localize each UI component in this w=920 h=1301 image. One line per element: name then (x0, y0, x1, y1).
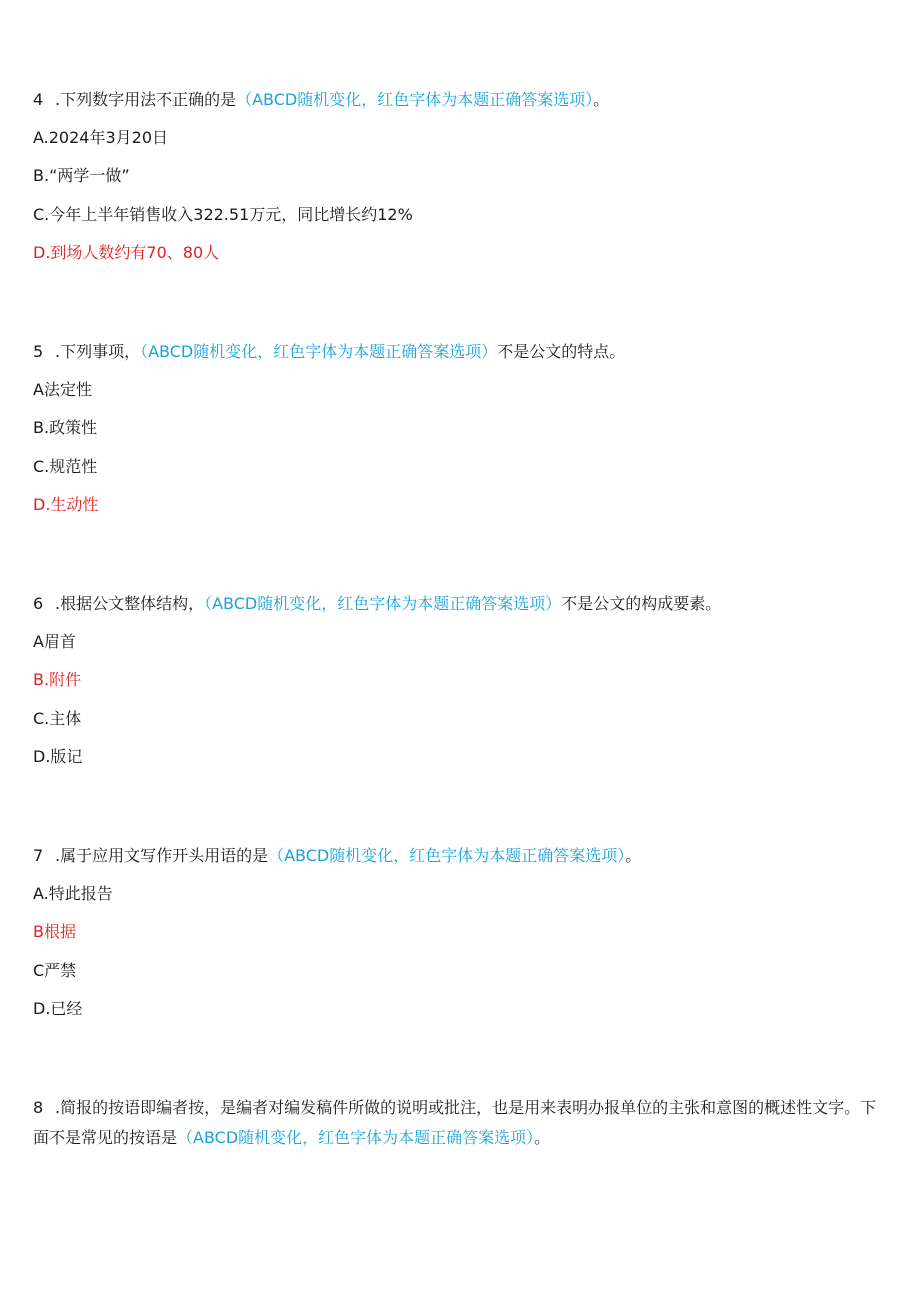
answer-hint: （ABCD随机变化，红色字体为本题正确答案选项） (140, 342, 498, 361)
option-a: A.特此报告 (33, 884, 113, 903)
option-b-correct: B根据 (33, 922, 76, 941)
stem-tail: 不是公文的构成要素。 (561, 594, 722, 613)
question-number: 8 (33, 1098, 44, 1117)
question-6 (33, 589, 883, 766)
question-5 (33, 337, 883, 514)
option-d: D.已经 (33, 999, 83, 1018)
stem-text: .简报的按语即编者按，是编者对编发稿件所做的说明或批注，也是用来表明办报单位的主张和意图的概述性文字。下面不是常见的按语是 (33, 1098, 877, 1147)
option-d-correct: D.生动性 (33, 495, 99, 514)
question-stem (33, 841, 883, 871)
stem-tail: 。 (593, 90, 610, 109)
stem-text: .下列数字用法不正确的是 (55, 90, 237, 109)
option-b: B.政策性 (33, 418, 98, 437)
answer-hint: （ABCD随机变化，红色字体为本题正确答案选项） (177, 1128, 535, 1147)
question-number: 4 (33, 90, 44, 109)
option-b-correct: B.附件 (33, 670, 82, 689)
question-number: 5 (33, 342, 44, 361)
answer-hint: （ABCD随机变化，红色字体为本题正确答案选项） (268, 846, 626, 865)
question-number: 7 (33, 846, 44, 865)
answer-hint: （ABCD随机变化，红色字体为本题正确答案选项） (204, 594, 562, 613)
question-stem (33, 589, 883, 619)
question-4 (33, 85, 883, 262)
stem-text: .属于应用文写作开头用语的是 (55, 846, 269, 865)
question-7 (33, 841, 883, 1018)
option-c: C.规范性 (33, 457, 98, 476)
option-c: C.今年上半年销售收入322.51万元，同比增长约12% (33, 205, 413, 224)
answer-hint: （ABCD随机变化，红色字体为本题正确答案选项） (236, 90, 594, 109)
option-a: A.2024年3月20日 (33, 128, 169, 147)
stem-tail: 。 (625, 846, 642, 865)
question-8 (33, 1093, 883, 1153)
stem-text: .根据公文整体结构， (55, 594, 205, 613)
stem-text: .下列事项， (55, 342, 141, 361)
question-stem (33, 1093, 883, 1153)
option-d: D.版记 (33, 747, 83, 766)
stem-tail: 。 (534, 1128, 551, 1147)
option-d-correct: D.到场人数约有70、80人 (33, 243, 220, 262)
question-stem (33, 85, 883, 115)
option-b: B.“两学一做” (33, 166, 130, 185)
option-a: A法定性 (33, 380, 92, 399)
option-c: C严禁 (33, 961, 77, 980)
option-c: C.主体 (33, 709, 82, 728)
stem-tail: 不是公文的特点。 (497, 342, 626, 361)
option-a: A眉首 (33, 632, 76, 651)
question-number: 6 (33, 594, 44, 613)
question-stem (33, 337, 883, 367)
